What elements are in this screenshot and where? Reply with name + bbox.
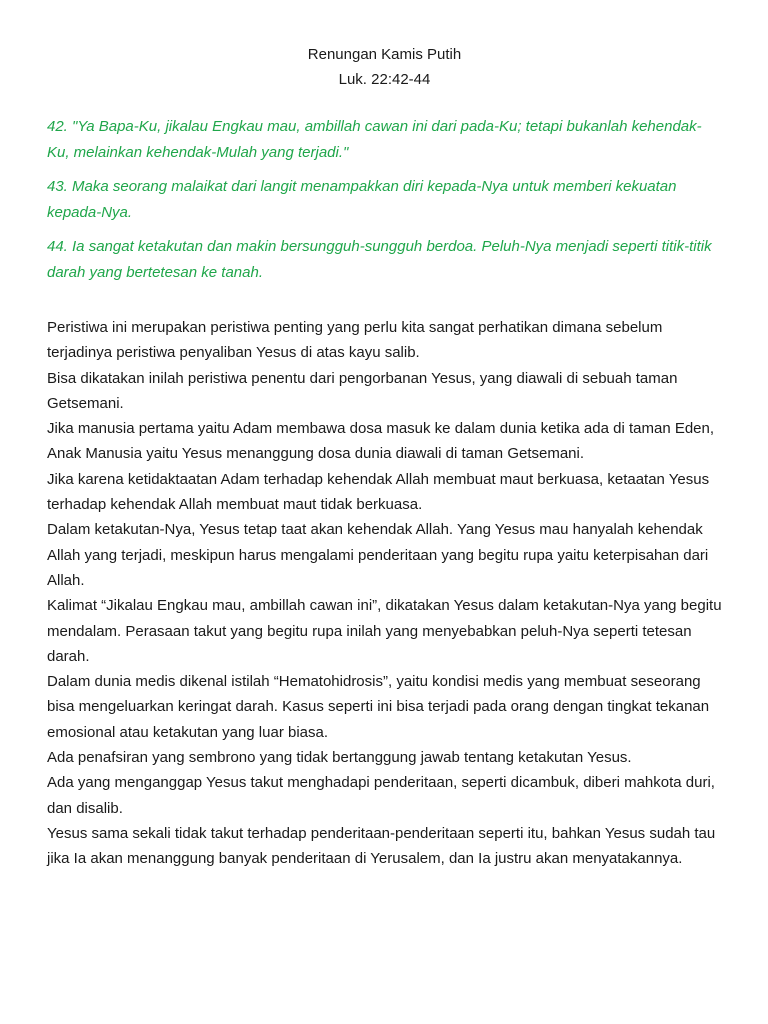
verse-43: 43. Maka seorang malaikat dari langit menampakkan diri kepada-Nya untuk memberi kekuatan kepada-Nya.	[47, 178, 677, 221]
reflection-body	[47, 315, 722, 872]
paragraph: Bisa dikatakan inilah peristiwa penentu dari pengorbanan Yesus, yang diawali di sebuah taman Getsemani.	[47, 369, 678, 412]
paragraph: Peristiwa ini merupakan peristiwa penting yang perlu kita sangat perhatikan dimana sebelum terjadinya peristiwa penyaliban Yesus di atas kayu salib.	[47, 319, 663, 362]
paragraph: Ada yang menganggap Yesus takut menghadapi penderitaan, seperti dicambuk, diberi mahkota duri, dan disalib.	[47, 774, 715, 817]
verse-44: 44. Ia sangat ketakutan dan makin bersungguh-sungguh berdoa. Peluh-Nya menjadi seperti titik-titik darah yang bertetesan ke tanah.	[47, 238, 712, 281]
paragraph: Kalimat “Jikalau Engkau mau, ambillah cawan ini”, dikatakan Yesus dalam ketakutan-Nya yang begitu mendalam. Perasaan takut yang begitu rupa inilah yang menyebabkan peluh-Nya seperti tetesan darah.	[47, 597, 722, 665]
paragraph: Dalam ketakutan-Nya, Yesus tetap taat akan kehendak Allah. Yang Yesus mau hanyalah kehendak Allah yang terjadi, meskipun harus mengalami penderitaan yang begitu rupa yaitu keterpisahan dari Allah.	[47, 521, 709, 589]
paragraph: Jika karena ketidaktaatan Adam terhadap kehendak Allah membuat maut berkuasa, ketaatan Yesus terhadap kehendak Allah membuat maut tidak berkuasa.	[47, 470, 710, 514]
paragraph: Jika manusia pertama yaitu Adam membawa dosa masuk ke dalam dunia ketika ada di taman Eden, Anak Manusia yaitu Yesus menanggung dosa dunia diawali di taman Getsemani.	[47, 420, 715, 463]
verse-list	[47, 114, 722, 285]
scripture-reference: Luk. 22:42-44	[338, 71, 431, 88]
document-title: Renungan Kamis Putih	[307, 46, 462, 63]
paragraph: Yesus sama sekali tidak takut terhadap penderitaan-penderitaan seperti itu, bahkan Yesus sudah tau jika Ia akan menanggung banyak penderitaan di Yerusalem, dan Ia justru akan menyatakannya.	[47, 824, 716, 868]
paragraph: Ada penafsiran yang sembrono yang tidak bertanggung jawab tentang ketakutan Yesus.	[47, 749, 632, 767]
paragraph: Dalam dunia medis dikenal istilah “Hematohidrosis”, yaitu kondisi medis yang membuat seseorang bisa mengeluarkan keringat darah. Kasus seperti ini bisa terjadi pada orang dengan tingkat tekanan emosional atau ketakutan yang luar biasa.	[47, 673, 710, 741]
document-header	[47, 42, 722, 92]
verse-42: 42. "Ya Bapa-Ku, jikalau Engkau mau, ambillah cawan ini dari pada-Ku; tetapi bukanlah kehendak-Ku, melainkan kehendak-Mulah yang terjadi."	[47, 118, 702, 161]
